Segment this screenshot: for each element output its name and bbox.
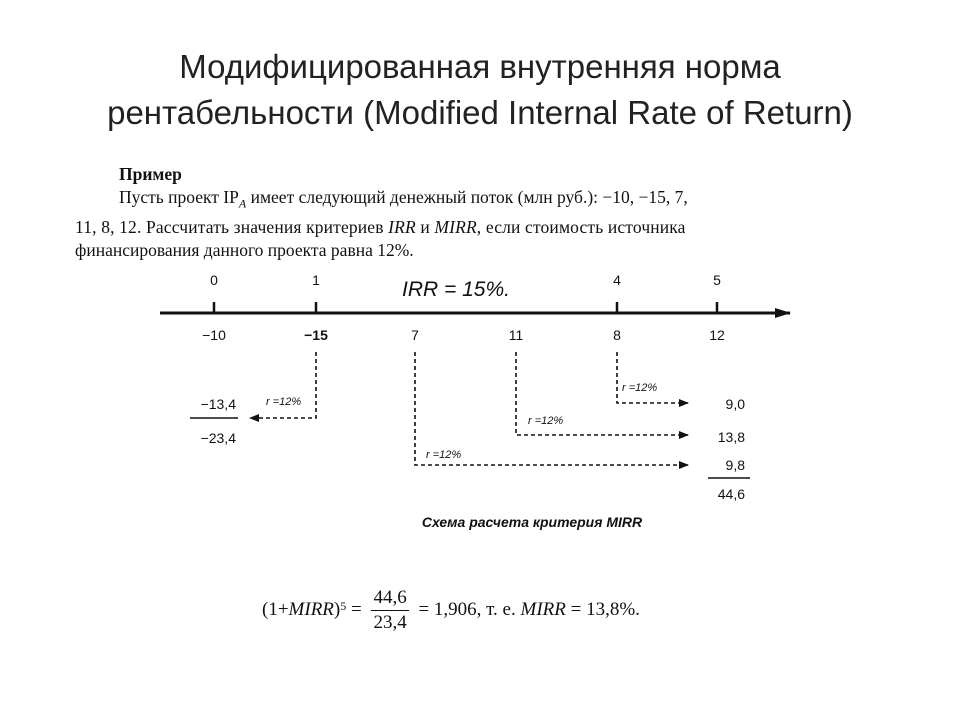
irr-term: IRR [388,216,416,237]
formula-result: = 13,8%. [565,599,640,620]
compound-rate-label-3: r =12% [528,415,564,427]
formula-right-paren: ) [333,599,341,620]
discount-rate-label: r =12% [266,396,302,408]
project-subscript: A [238,196,247,211]
formula-mirr-term: MIRR [288,599,334,620]
cash-flow-1: −15 [304,327,328,343]
formula-equals-1: = [346,599,367,620]
formula-exponent: 5 [340,598,347,613]
outflow-pv-value: −13,4 [200,396,236,412]
example-line-2-start: 11, 8, 12. Рассчитать значения критериев [75,216,389,237]
cash-flow-5: 12 [709,327,725,343]
irr-label: IRR = 15%. [402,278,510,301]
example-line-2-end: , если стоимость источника [476,216,686,237]
cash-flow-2: 7 [411,327,419,343]
period-label-4: 4 [613,272,621,288]
cash-flow-0: −10 [202,327,226,343]
formula-denominator: 23,4 [373,611,407,633]
inflow-fv-period-3: 13,8 [717,429,745,445]
formula-fraction [371,587,408,634]
formula-left-paren: (1+ [262,599,289,620]
example-line-1-start: Пусть проект IP [119,187,239,207]
formula-mirr-term-2: MIRR [520,599,566,620]
formula-equals-2: = 1,906, т. е. [413,599,521,620]
cash-flow-4: 8 [613,327,621,343]
inflow-fv-period-2: 9,8 [725,457,745,473]
example-line-1-end: имеет следующий денежный поток (млн руб.): −10, −15, 7, [246,187,688,207]
discount-arrow-period-1 [250,352,316,418]
outflow-total-value: −23,4 [200,430,236,446]
compound-rate-label-2: r =12% [426,449,462,461]
compound-arrow-period-4 [617,352,688,403]
slide-title-line-2: рентабельности (Modified Internal Rate of Return) [107,94,853,131]
mirr-term: MIRR [434,216,477,237]
scheme-caption: Схема расчета критерия MIRR [421,514,643,530]
period-label-0: 0 [210,272,218,288]
slide-title-line-1: Модифицированная внутренняя норма [179,48,781,85]
cash-flow-3: 11 [508,327,524,343]
mirr-formula [262,586,640,634]
inflow-fv-period-4: 9,0 [725,396,745,412]
period-label-5: 5 [713,272,721,288]
example-line-3: финансирования данного проекта равна 12%. [75,239,414,260]
compound-rate-label-4: r =12% [622,382,658,394]
example-line-2-and: и [415,216,435,237]
period-label-1: 1 [312,272,320,288]
inflow-total-value: 44,6 [717,486,745,502]
example-heading: Пример [119,164,182,184]
formula-numerator: 44,6 [371,587,408,611]
